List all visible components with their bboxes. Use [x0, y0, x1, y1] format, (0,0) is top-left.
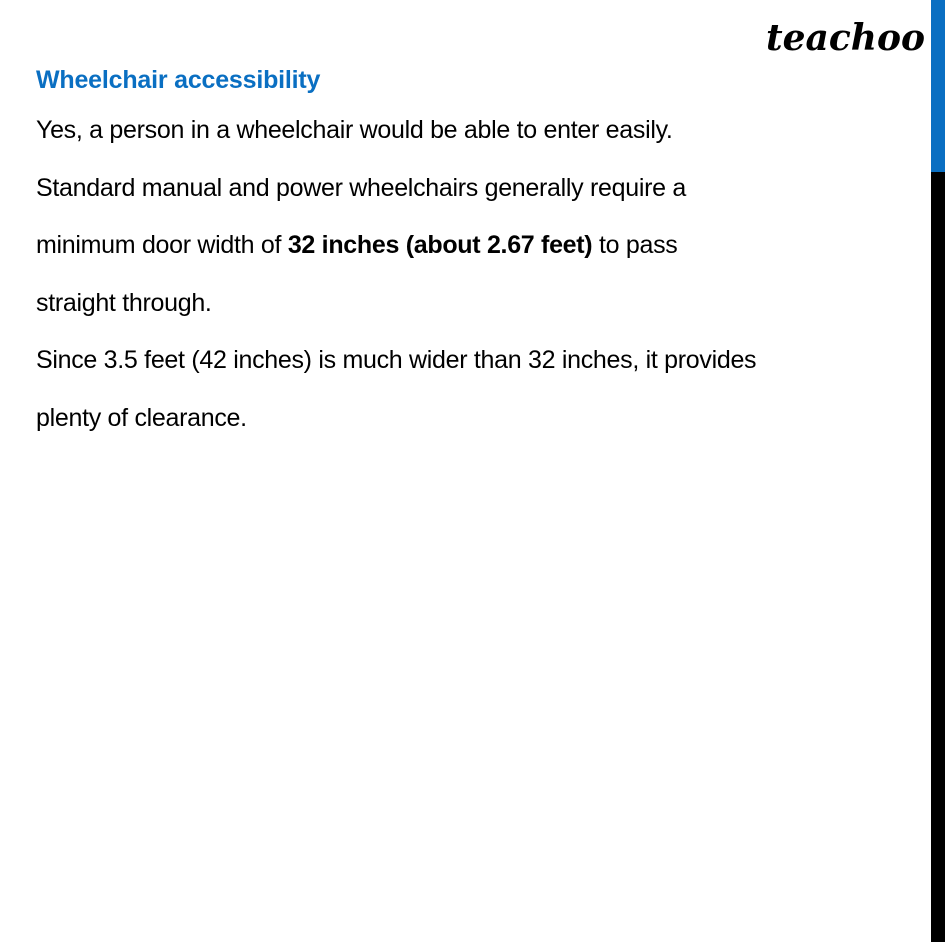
paragraph-line: straight through.: [36, 288, 212, 317]
side-accent-bar-blue: [931, 0, 945, 172]
text-span: minimum door width of: [36, 231, 288, 260]
side-accent-bar-black: [931, 172, 945, 942]
emphasis-min-width: 32 inches (about 2.67 feet): [287, 231, 593, 260]
text-span: to pass: [592, 231, 678, 260]
paragraph-line: Since 3.5 feet (42 inches) is much wider than 32 inches, it provides: [36, 346, 757, 375]
section-heading: Wheelchair accessibility: [36, 66, 321, 94]
paragraph-line: plenty of clearance.: [36, 403, 247, 432]
paragraph-standard-width: [36, 160, 916, 333]
paragraph-answer: Yes, a person in a wheelchair would be able to enter easily.: [36, 116, 673, 144]
paragraph-line-with-emphasis: [36, 217, 916, 275]
slide-content: [36, 58, 916, 448]
paragraph-line: Standard manual and power wheelchairs generally require a: [36, 173, 686, 202]
teachoo-logo: teachoo: [766, 17, 925, 59]
paragraph-conclusion: [36, 332, 916, 447]
